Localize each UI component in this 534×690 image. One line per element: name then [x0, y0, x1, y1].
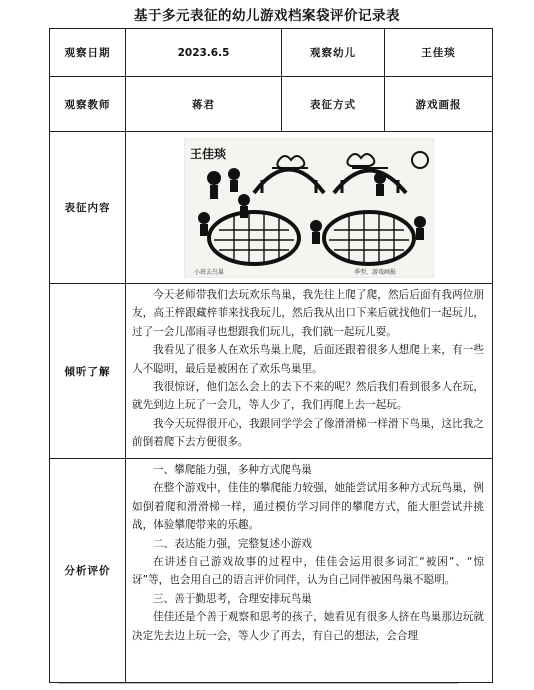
listening-paragraph: 我很惊讶，他们怎么会上的去下不来的呢？然后我们看到很多人在玩，就先到边上玩了一会儿，等人少了，我们再爬上去一起玩。	[132, 381, 484, 412]
row-date	[50, 29, 493, 77]
drawing-caption-left: 小班去鸟巢	[194, 268, 225, 276]
analysis-heading: 三、善于勤思考，合理安排玩鸟巢	[153, 592, 312, 605]
drawing-name: 王佳琰	[190, 146, 227, 161]
child-value: 王佳琰	[385, 29, 493, 77]
analysis-paragraph: 在讲述自己游戏故事的过程中，佳佳会运用很多词汇“被困”、“惊讶”等，也会用自己的语言评价同伴，认为自己同伴被困鸟巢不聪明。	[132, 556, 484, 587]
date-value: 2023.6.5	[126, 29, 282, 77]
listening-paragraph: 我看见了很多人在欢乐鸟巢上爬，后面还跟着很多人想爬上来，有一些人不聪明，最后是被困在了欢乐鸟巢里。	[132, 344, 484, 375]
listening-label: 倾听了解	[50, 284, 126, 459]
row-analysis	[50, 459, 493, 683]
listening-paragraph: 我今天玩得很开心，我跟同学学会了像滑滑梯一样滑下鸟巢，这比我之前倒着爬下去方便很多。	[132, 417, 484, 449]
drawing-cell	[126, 132, 493, 284]
teacher-value: 蒋君	[126, 77, 282, 132]
analysis-heading: 二、表达能力强，完整复述小游戏	[153, 537, 312, 550]
child-drawing-image	[184, 138, 434, 278]
row-listening	[50, 284, 493, 459]
analysis-content	[126, 459, 493, 683]
method-value: 游戏画报	[385, 77, 493, 132]
child-label: 观察幼儿	[282, 29, 385, 77]
analysis-label: 分析评价	[50, 459, 126, 683]
listening-content	[126, 284, 493, 459]
listening-paragraph: 今天老师带我们去玩欢乐鸟巢，我先往上爬了爬，然后后面有我两位朋友，高王梓跟藏梓菲来找我玩儿，然后我从出口下来后就找他们一起玩儿，过了一会儿邵雨寻也想跟我们玩儿，我们就一起玩儿耍。	[132, 289, 484, 338]
method-label: 表征方式	[282, 77, 385, 132]
drawing-caption-right: 季型、游戏画报	[354, 268, 397, 276]
analysis-paragraph: 佳佳还是个善于观察和思考的孩子，她看见有很多人挤在鸟巢那边玩就决定先去边上玩一会，等人少了再去，有自己的想法，会合理	[132, 611, 484, 642]
teacher-label: 观察教师	[50, 77, 126, 132]
page-title: 基于多元表征的幼儿游戏档案袋评价记录表	[134, 8, 400, 24]
analysis-heading: 一、攀爬能力强，多种方式爬鸟巢	[153, 464, 312, 476]
row-content	[50, 132, 493, 284]
content-label: 表征内容	[50, 132, 126, 284]
analysis-paragraph: 在整个游戏中，佳佳的攀爬能力较强，她能尝试用多种方式玩鸟巢，例如倒着爬和滑滑梯一样，通过模仿学习同伴的攀爬方式，能大胆尝试并挑战，体验攀爬带来的乐趣。	[132, 482, 484, 532]
page-bottom-rule	[58, 683, 458, 684]
date-label: 观察日期	[50, 29, 126, 77]
row-teacher	[50, 77, 493, 132]
record-table	[49, 28, 493, 683]
